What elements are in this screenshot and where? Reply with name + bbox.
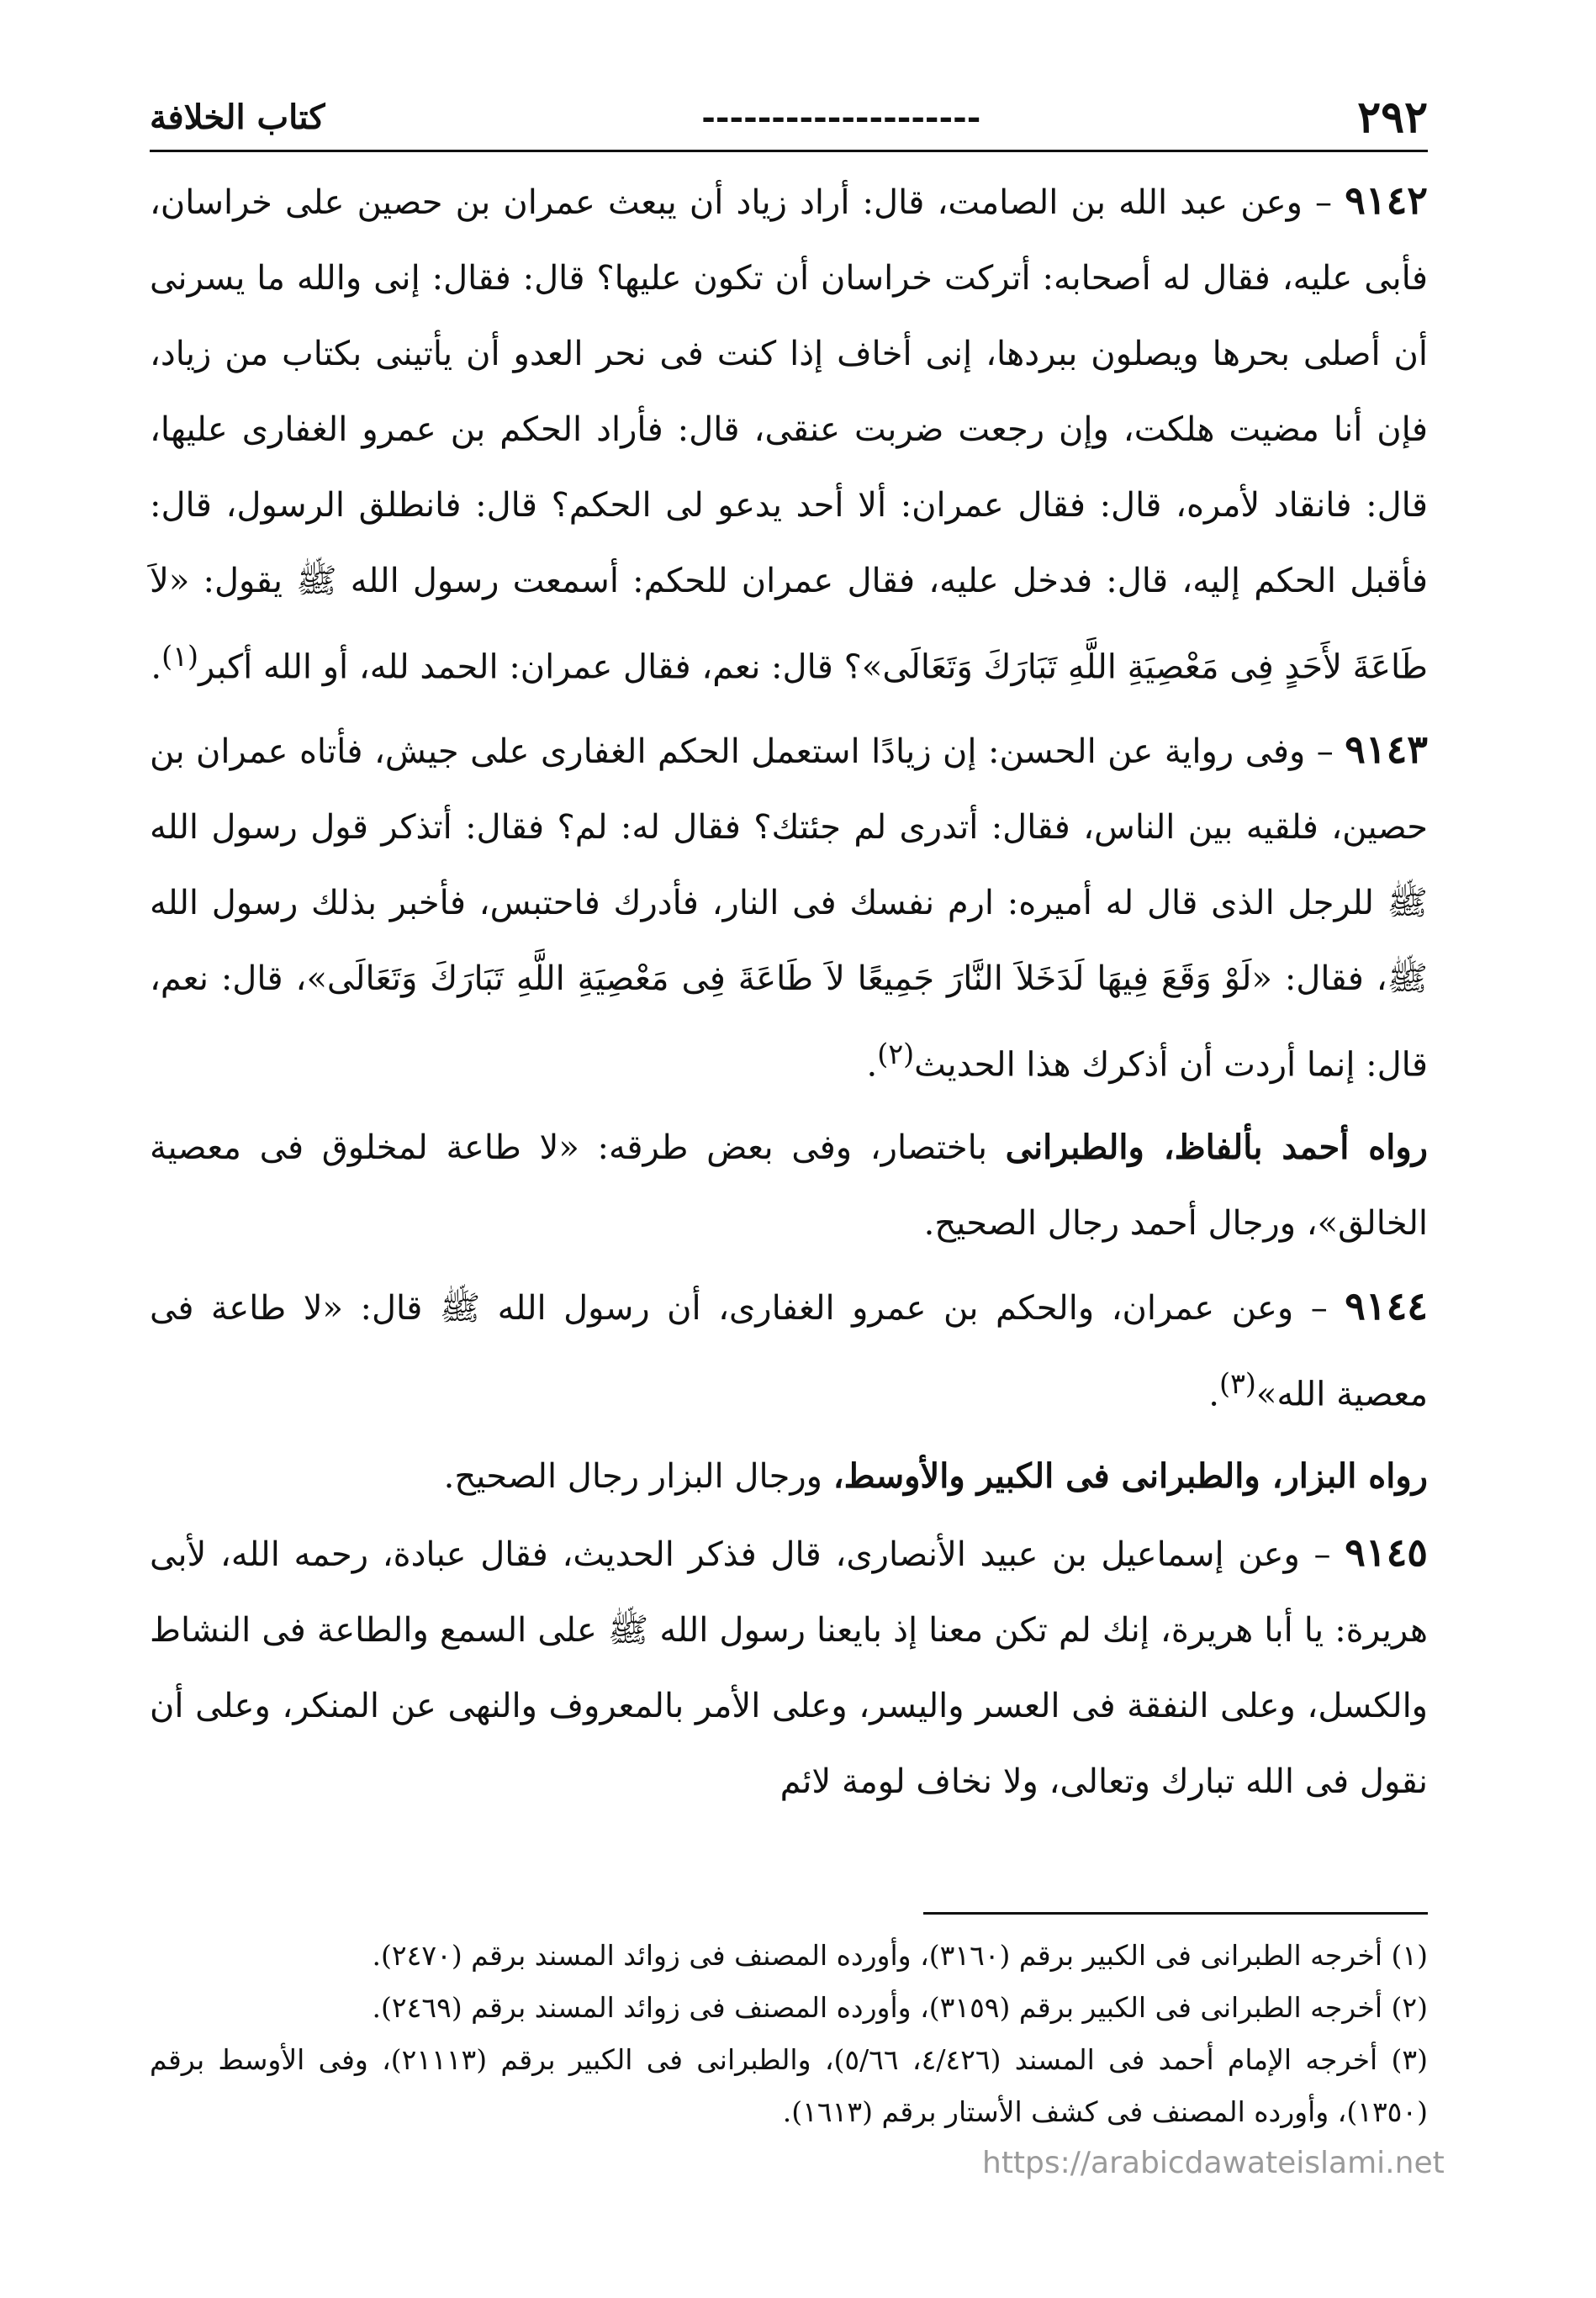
- hadith-text: – وعن عمران، والحكم بن عمرو الغفارى، أن رسول الله ﷺ قال: «لا طاعة فى معصية الله»: [150, 1288, 1428, 1413]
- footnote-ref: (١): [161, 640, 198, 673]
- narration-text: باختصار، وفى بعض طرقه: «لا طاعة لمخلوق فى معصية الخالق»، ورجال أحمد رجال الصحيح.: [150, 1128, 1428, 1243]
- narration-bold: رواه البزار، والطبرانى فى الكبير والأوسط،: [832, 1455, 1428, 1496]
- footnote-1: (١) أخرجه الطبرانى فى الكبير برقم (٣١٦٠)، وأورده المصنف فى زوائد المسند برقم (٢٤٧٠).: [372, 1938, 1428, 1972]
- narration-note-1: [150, 1110, 1428, 1261]
- hadith-number: ٩١٤٢: [1345, 177, 1428, 223]
- hadith-number: ٩١٤٣: [1345, 726, 1428, 773]
- hadith-end: .: [151, 647, 162, 687]
- narration-text: ورجال البزار رجال الصحيح.: [443, 1456, 833, 1496]
- hadith-text: – وعن عبد الله بن الصامت، قال: أراد زياد أن يبعث عمران بن حصين على خراسان، فأبى عليه، فقال له أصحابه: أتركت خراسان أن تكون عليها؟ قال: فقال: إنى والله ما يسرنى أن أصلى بحرها ويصلون ببردها، إنى أخاف إذا كنت فى نحر العدو أن يأتينى بكتاب من زياد، فإن أنا مضيت هلكت، وإن رجعت ضربت عنقى، قال: فأراد الحكم بن عمرو الغفارى عليها، قال: فانقاد لأمره، قال: فقال عمران: ألا أحد يدعو لى الحكم؟ قال: فانطلق الرسول، قال: فأقبل الحكم إليه، قال: فدخل عليه، فقال عمران للحكم: أسمعت رسول الله ﷺ يقول: «لاَ طَاعَةَ لأَحَدٍ فِى مَعْصِيَةِ اللَّهِ تَبَارَكَ وَتَعَالَى»؟ قال: نعم، فقال عمران: الحمد لله، أو الله أكبر: [150, 183, 1428, 687]
- footnote-ref: (٣): [1218, 1366, 1256, 1400]
- narration-note-2: [150, 1439, 1428, 1514]
- hadith-end: .: [1208, 1374, 1219, 1413]
- footnote-2: (٢) أخرجه الطبرانى فى الكبير برقم (٣١٥٩)، وأورده المصنف فى زوائد المسند برقم (٢٤٦٩).: [372, 1990, 1428, 2024]
- footnote-separator: [923, 1912, 1428, 1915]
- page-header: [150, 84, 1428, 152]
- hadith-number: ٩١٤٥: [1345, 1529, 1428, 1575]
- hadith-number: ٩١٤٤: [1345, 1282, 1428, 1329]
- hadith-9145: [150, 1514, 1428, 1820]
- footnote-3: (٣) أخرجه الإمام أحمد فى المسند (٤/٤٢٦، ٥/٦٦)، والطبرانى فى الكبير برقم (٢١١١٣)، وفى الأوسط برقم (١٣٥٠)، وأورده المصنف فى كشف الأستار برقم (١٦١٣).: [150, 2042, 1428, 2128]
- footnote-ref: (٢): [877, 1038, 915, 1071]
- hadith-text: – وعن إسماعيل بن عبيد الأنصارى، قال فذكر الحديث، فقال عبادة، رحمه الله، لأبى هريرة: يا أبا هريرة، إنك لم تكن معنا إذ بايعنا رسول الله ﷺ على السمع والطاعة فى النشاط والكسل، وعلى النفقة فى العسر واليسر، وعلى الأمر بالمعروف والنهى عن المنكر، وعلى أن نقول فى الله تبارك وتعالى، ولا نخاف لومة لائم: [150, 1535, 1428, 1801]
- footnotes: [150, 1930, 1428, 2138]
- book-title: كتاب الخلافة: [150, 97, 325, 137]
- book-page: [150, 84, 1428, 2138]
- narration-bold: رواه أحمد بألفاظ، والطبرانى: [1005, 1127, 1428, 1167]
- hadith-text: – وفى رواية عن الحسن: إن زيادًا استعمل الحكم الغفارى على جيش، فأتاه عمران بن حصين، فلقيه بين الناس، فقال: أتدرى لم جئتك؟ فقال له: لم؟ فقال: أتذكر قول رسول الله ﷺ للرجل الذى قال له أميره: ارم نفسك فى النار، فأدرك فاحتبس، فأخبر بذلك رسول الله ﷺ، فقال: «لَوْ وَقَعَ فِيهَا لَدَخَلاَ النَّارَ جَمِيعًا لاَ طَاعَةَ فِى مَعْصِيَةِ اللَّهِ تَبَارَكَ وَتَعَالَى»، قال: نعم، قال: إنما أردت أن أذكرك هذا الحديث: [150, 732, 1428, 1085]
- hadith-9142: [150, 162, 1428, 705]
- hadith-9143: [150, 711, 1428, 1102]
- header-dashes: --------------------: [701, 97, 981, 137]
- watermark-url: https://arabicdawateislami.net: [982, 2146, 1445, 2180]
- hadith-end: .: [866, 1045, 878, 1085]
- page-number: ٢٩٢: [1357, 91, 1428, 143]
- hadith-9144: [150, 1268, 1428, 1432]
